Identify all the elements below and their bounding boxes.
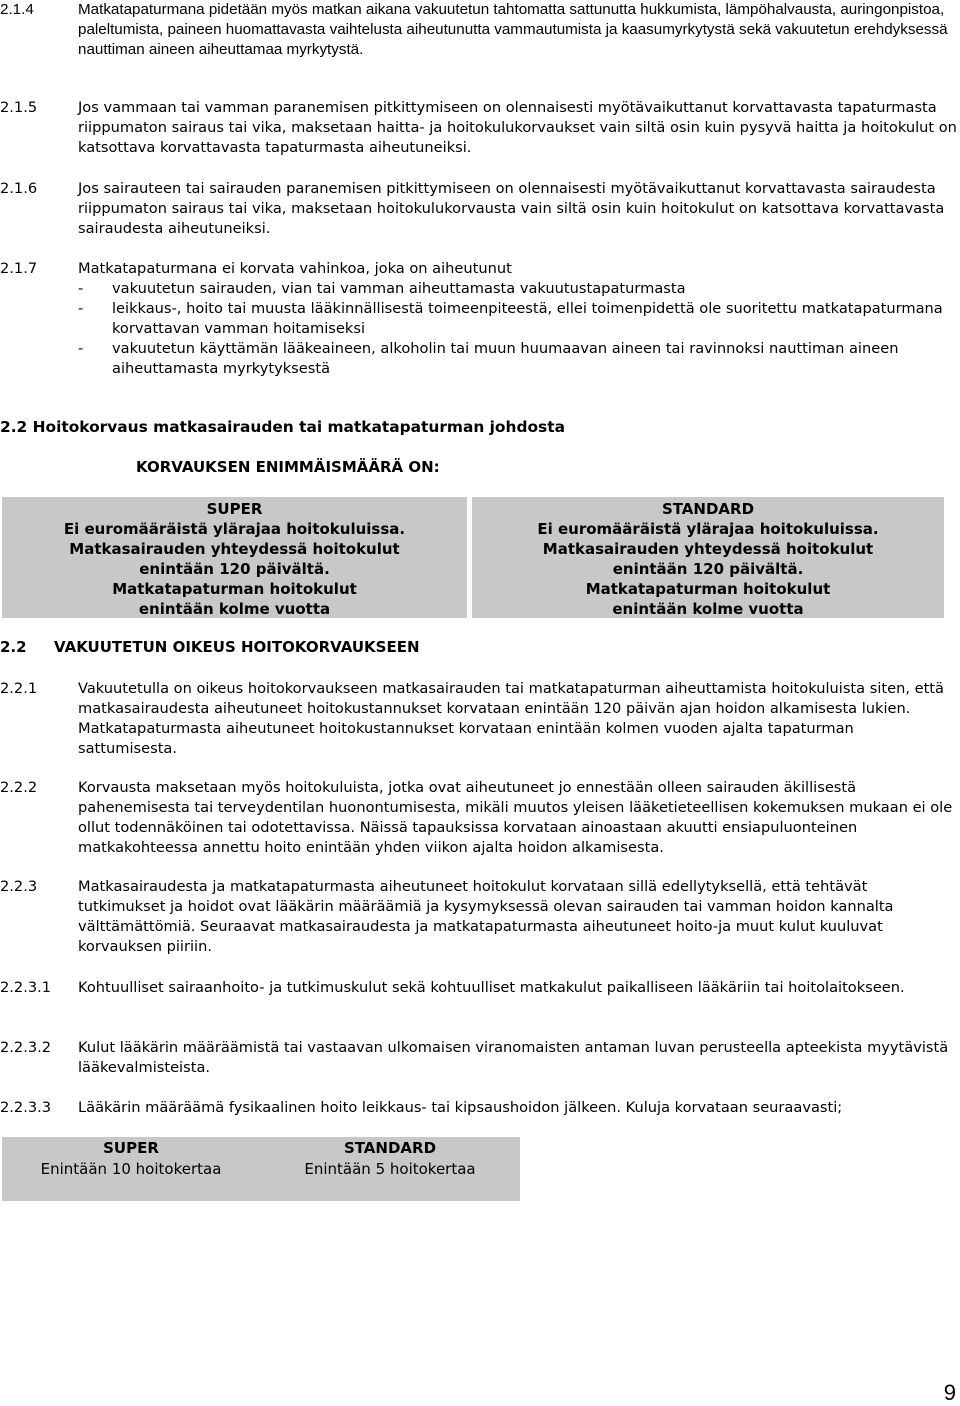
- section-heading: 2.2 Hoitokorvaus matkasairauden tai matkatapaturman johdosta: [0, 418, 565, 436]
- section-2-2-1: [0, 679, 960, 759]
- limit-line: Matkatapaturman hoitokulut: [112, 580, 357, 598]
- section-2-1-7: [0, 259, 960, 379]
- section-text: Lääkärin määräämä fysikaalinen hoito leikkaus- tai kipsaushoidon jälkeen. Kuluja korvataan seuraavasti;: [78, 1099, 843, 1116]
- section-number: 2.2.2: [0, 779, 38, 796]
- list-dash: -: [78, 340, 84, 357]
- section-2-2-2: [0, 778, 960, 858]
- section-number: 2.1.4: [0, 1, 34, 18]
- list-item: [78, 339, 948, 379]
- exclusion-list: [78, 279, 948, 379]
- visit-limit-box: [2, 1137, 520, 1201]
- standard-visit-column: [260, 1138, 520, 1180]
- section-2-1-6: [0, 179, 960, 239]
- list-item: [78, 299, 948, 339]
- limit-line: Ei euromääräistä ylärajaa hoitokuluissa.: [537, 520, 879, 538]
- page-number: 9: [943, 1380, 956, 1405]
- list-dash: -: [78, 280, 84, 297]
- visit-limit: Enintään 5 hoitokertaa: [304, 1160, 476, 1178]
- list-item: [78, 279, 948, 299]
- section-text: Korvausta maksetaan myös hoitokuluista, jotka ovat aiheutuneet jo ennestään olleen sairauden äkillisestä pahenemisesta tai terveydentilan huonontumisesta, mikäli muutos yleisen lääketieteellisen kokemuksen mukaan ei ole ollut todennäköinen tai odotettavissa. Näissä tapauksissa korvataan ainoastaan akuutti ensiapuluonteinen matkakohteessa annettu hoito enintään yhden viikon ajalta hoidon alkamisesta.: [78, 779, 953, 856]
- section-2-1-5: [0, 98, 960, 158]
- section-number: 2.2.3.3: [0, 1099, 52, 1116]
- limit-line: enintään kolme vuotta: [138, 600, 331, 618]
- super-limit-box: [2, 497, 467, 618]
- section-number: 2.2.3.2: [0, 1039, 52, 1056]
- limit-line: Matkasairauden yhteydessä hoitokulut: [542, 540, 874, 558]
- limit-line: enintään 120 päivältä.: [139, 560, 330, 578]
- section-text: Matkatapaturmana pidetään myös matkan aikana vakuutetun tahtomatta sattunutta hukkumista, lämpöhalvausta, auringonpistoa, paleltumista, paineen huomattavasta vaihtelusta aiheutunutta vammautumista ja kaasumyrkytystä sekä vakuutetun erehdyksessä nauttiman aineen aiheuttamaa myrkytystä.: [78, 1, 948, 58]
- section-number: 2.2.3.1: [0, 979, 52, 996]
- section-intro: Matkatapaturmana ei korvata vahinkoa, joka on aiheutunut: [78, 260, 512, 277]
- section-text: Jos vammaan tai vamman paranemisen pitkittymiseen on olennaisesti myötävaikuttanut korvattavasta tapaturmasta riippumaton sairaus tai vika, maksetaan haitta- ja hoitokulukorvaukset vain siltä osin kuin pysyvä haitta ja hoitokulut on katsottava korvattavasta tapaturmasta aiheutuneiksi.: [78, 99, 957, 156]
- standard-limit-box: [472, 497, 944, 618]
- list-item-text: leikkaus-, hoito tai muusta lääkinnällisestä toimeenpiteestä, ellei toimenpidettä ole suoritettu matkatapaturmana korvattavan vamman hoitamiseksi: [112, 300, 943, 337]
- list-item-text: vakuutetun sairauden, vian tai vamman aiheuttamasta vakuutustapaturmasta: [112, 280, 686, 297]
- section-text: Kohtuulliset sairaanhoito- ja tutkimuskulut sekä kohtuulliset matkakulut paikalliseen lääkäriin tai hoitolaitokseen.: [78, 979, 905, 996]
- section-2-2-3-3: [0, 1098, 960, 1118]
- section-number: 2.2.3: [0, 878, 38, 895]
- plan-title: STANDARD: [343, 1139, 437, 1157]
- limit-line: enintään 120 päivältä.: [612, 560, 804, 578]
- section-2-1-4: [0, 0, 960, 60]
- limit-line: Matkatapaturman hoitokulut: [585, 580, 831, 598]
- section-number: 2.1.6: [0, 180, 38, 197]
- limit-line: Ei euromääräistä ylärajaa hoitokuluissa.: [63, 520, 406, 538]
- section-2-2-3-2: [0, 1038, 960, 1078]
- section-number: 2.1.5: [0, 99, 38, 116]
- limit-line: Matkasairauden yhteydessä hoitokulut: [69, 540, 400, 558]
- list-dash: -: [78, 300, 84, 317]
- subsection-number: 2.2: [0, 638, 27, 656]
- section-body: [78, 259, 948, 379]
- visit-limit: Enintään 10 hoitokertaa: [40, 1160, 222, 1178]
- max-amount-title: KORVAUKSEN ENIMMÄISMÄÄRÄ ON:: [136, 458, 440, 476]
- section-text: Matkasairaudesta ja matkatapaturmasta aiheutuneet hoitokulut korvataan sillä edellytyksellä, että tehtävät tutkimukset ja hoidot ovat lääkärin määräämiä ja kysymyksessä olevan sairauden tai vamman hoidon kannalta välttämättömiä. Seuraavat matkasairaudesta ja matkatapaturmasta aiheutuneet hoito-ja muut kulut kuuluvat korvauksen piiriin.: [78, 878, 894, 955]
- subsection-heading: [0, 638, 420, 656]
- section-text: Vakuutetulla on oikeus hoitokorvaukseen matkasairauden tai matkatapaturman aiheuttamista hoitokuluista siten, että matkasairaudesta aiheutuneet hoitokustannukset korvataan enintään 120 päivän ajan hoidon alkamisesta lukien. Matkatapaturmasta aiheutuneet hoitokustannukset korvataan enintään kolmen vuoden ajalta tapaturman sattumisesta.: [78, 680, 944, 757]
- plan-title: STANDARD: [661, 500, 755, 518]
- section-2-2-3: [0, 877, 960, 957]
- section-text: Jos sairauteen tai sairauden paranemisen pitkittymiseen on olennaisesti myötävaikuttanut korvattavasta sairaudesta riippumaton sairaus tai vika, maksetaan hoitokulukorvausta vain siltä osin kuin hoitokulut on katsottava korvattavasta sairaudesta aiheutuneiksi.: [78, 180, 945, 237]
- section-number: 2.2.1: [0, 680, 38, 697]
- section-2-2-3-1: [0, 978, 960, 998]
- section-text: Kulut lääkärin määräämistä tai vastaavan ulkomaisen viranomaisten antaman luvan perusteella apteekista myytävistä lääkevalmisteista.: [78, 1039, 949, 1076]
- limit-line: enintään kolme vuotta: [612, 600, 804, 618]
- subsection-title: VAKUUTETUN OIKEUS HOITOKORVAUKSEEN: [54, 638, 420, 656]
- section-number: 2.1.7: [0, 260, 38, 277]
- list-item-text: vakuutetun käyttämän lääkeaineen, alkoholin tai muun huumaavan aineen tai ravinnoksi nauttiman aineen aiheuttamasta myrkytyksestä: [112, 340, 899, 377]
- super-visit-column: [2, 1138, 260, 1180]
- plan-title: SUPER: [206, 500, 263, 518]
- plan-title: SUPER: [103, 1139, 159, 1157]
